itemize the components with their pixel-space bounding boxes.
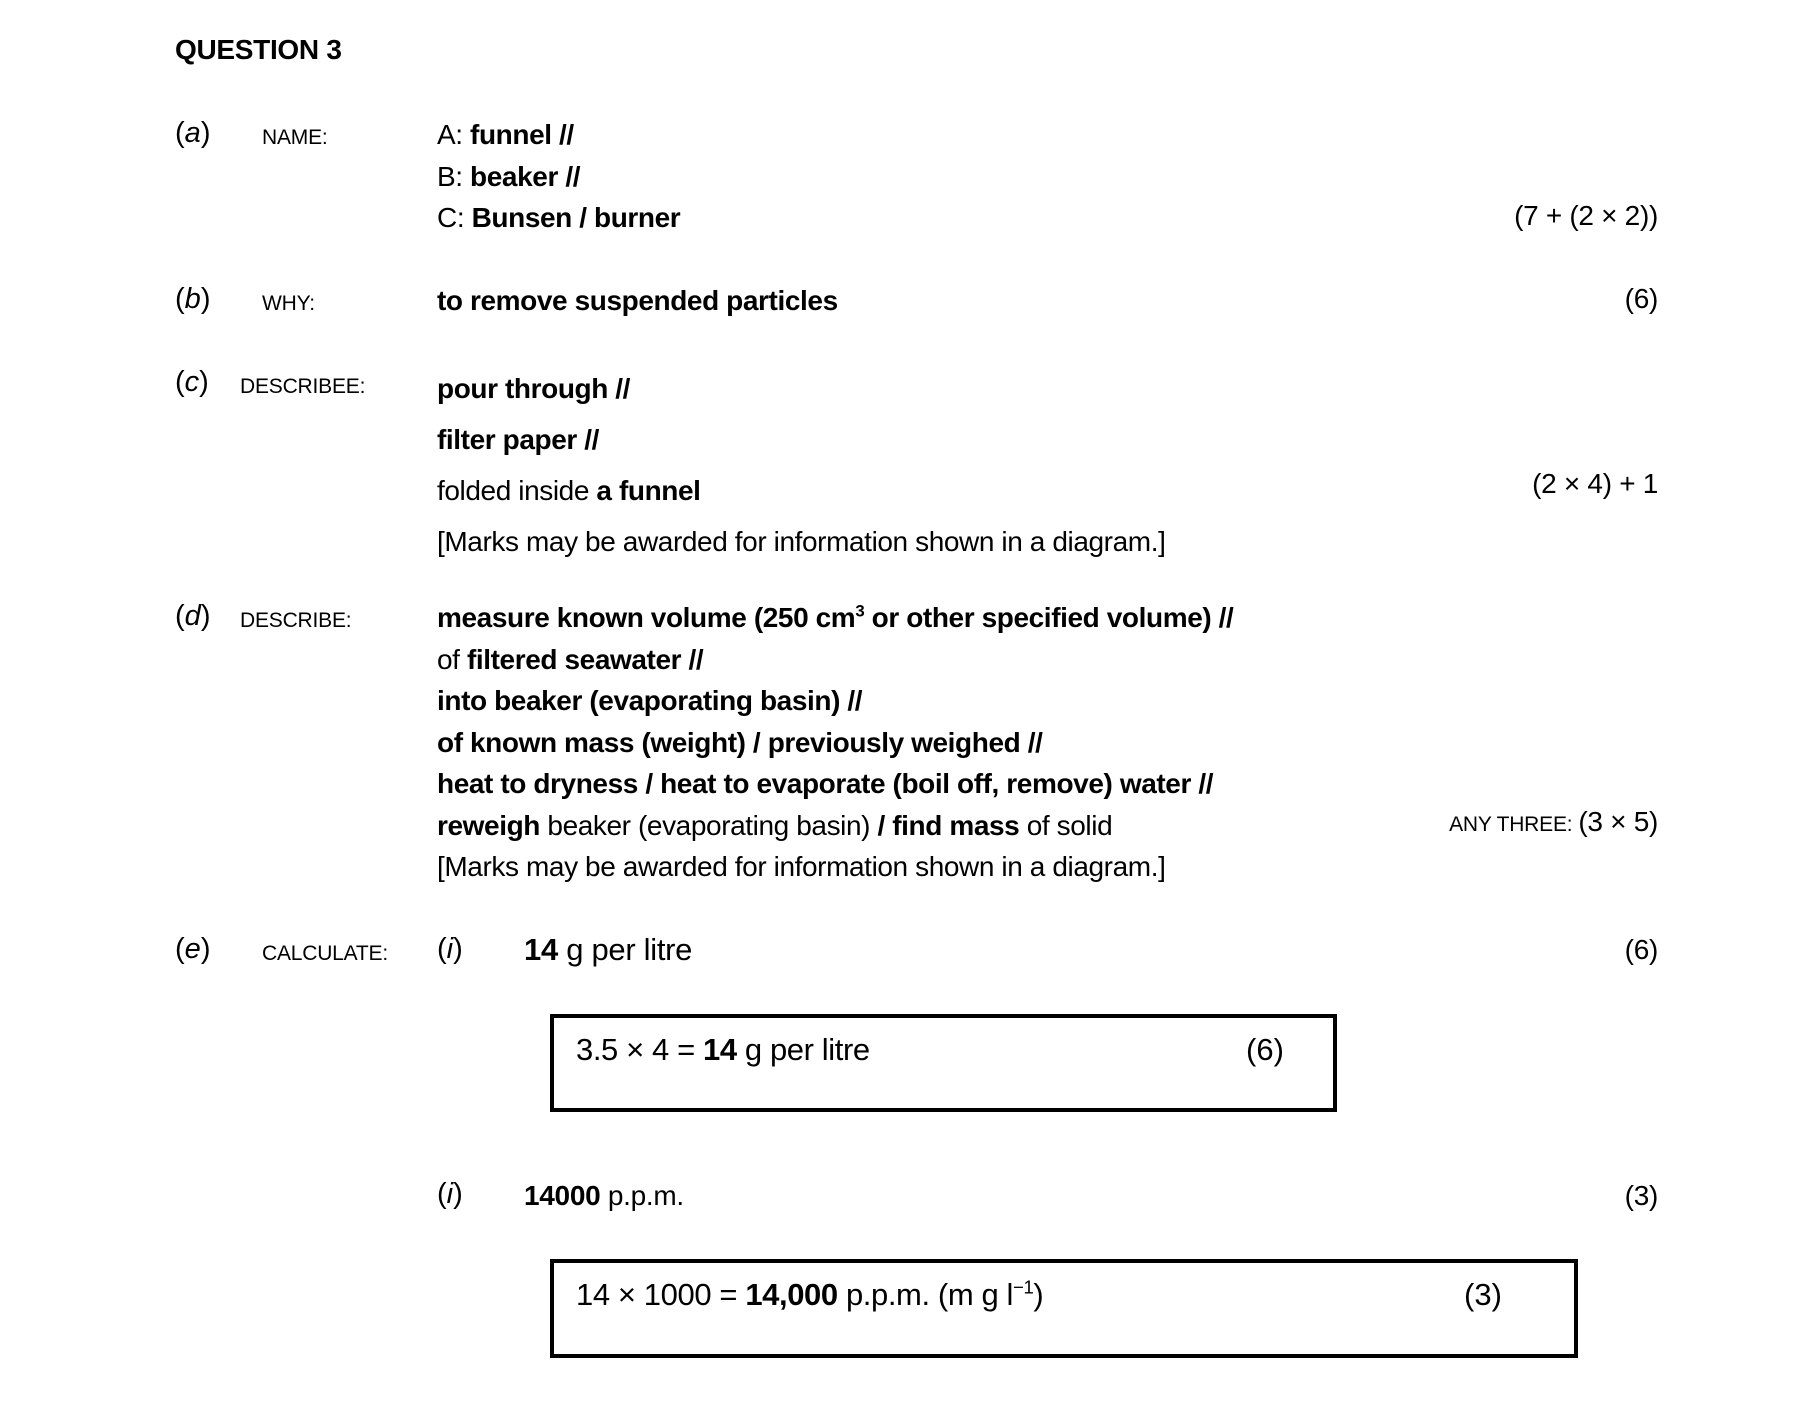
answer-normal: of solid [1019,809,1113,841]
expr-part: 3.5 × 4 = [576,1032,703,1067]
answer-line [437,465,1165,516]
answer-bold: funnel // [470,119,574,150]
part-d-keyword: DESCRIBE: [240,609,352,632]
part-b-label: (b) [175,283,211,315]
subpart-1-label: (i) [437,933,463,965]
part-letter: d [184,600,201,632]
answer-bold: pour through // [437,373,631,404]
expr-part: ) [1033,1277,1044,1312]
answer-bold: filtered seawater // [466,643,704,675]
answer-bold-part: or other specified volume) // [864,602,1234,633]
answer-prefix: A: [437,119,471,150]
answer-bold: / find mass [877,809,1020,841]
part-a-marks: (7 + (2 × 2)) [1514,200,1658,231]
answer-bold-part: measure known volume (250 cm [437,602,856,633]
working-expression [576,1277,1043,1313]
answer-line [437,680,1233,722]
answer-normal: [Marks may be awarded for information shown in a diagram.] [437,851,1166,882]
answer-bold: beaker // [470,160,581,192]
answer-line [437,156,680,198]
answer-line [437,722,1233,764]
superscript: −1 [1013,1276,1034,1298]
answer-line [437,363,1165,414]
part-letter: a [184,117,201,149]
answer-normal: g per litre [557,932,693,967]
part-a-keyword: NAME: [262,126,328,149]
answer-normal: folded inside [437,475,597,506]
part-letter: e [184,933,201,965]
part-e-label: (e) [175,933,211,965]
expr-part: g per litre [736,1032,870,1067]
part-a-answer [437,114,680,239]
answer-normal: of [437,643,467,675]
part-a-label: (a) [175,117,211,149]
answer-line [437,597,1233,639]
question-title: QUESTION 3 [175,34,342,65]
expr-bold: 14,000 [745,1277,838,1312]
marks-value: (3 × 5) [1578,806,1658,837]
part-d-marks [1449,806,1658,838]
answer-bold [437,602,1233,633]
subpart-2-answer [524,1180,684,1212]
roman-numeral: i [446,933,454,965]
answer-bold: 14000 [524,1180,601,1211]
answer-line [437,414,1165,465]
part-c-answer [437,363,1165,567]
part-letter: b [184,283,201,315]
answer-bold: to remove suspended particles [437,285,838,316]
expr-part: 14 × 1000 = [576,1277,746,1312]
answer-line [437,114,680,156]
working-box-1 [550,1014,1337,1112]
subpart-2-label: (i) [437,1178,463,1210]
answer-normal: [Marks may be awarded for information shown in a diagram.] [437,526,1166,557]
subpart-1-answer [524,932,692,968]
answer-line [437,805,1233,847]
answer-bold: into beaker (evaporating basin) // [437,685,863,716]
answer-normal: beaker (evaporating basin) [540,809,878,841]
answer-bold: of known mass (weight) / previously weighed // [437,726,1043,758]
part-c-label: (c) [175,366,209,398]
working-box-2 [550,1259,1578,1358]
part-letter: c [184,366,200,398]
marks-prefix: ANY THREE: [1449,813,1573,836]
working-expression [576,1032,870,1068]
answer-bold: heat to dryness / heat to evaporate (boil off, remove) water // [437,768,1214,799]
answer-bold: a funnel [596,475,701,506]
answer-note [437,846,1233,888]
part-d-answer [437,597,1233,888]
roman-numeral: i [446,1178,454,1210]
working-box-marks: (3) [1464,1277,1502,1312]
part-d-label: (d) [175,600,211,632]
answer-bold: Bunsen / burner [471,202,681,233]
answer-bold: filter paper // [437,424,600,455]
answer-prefix: C: [437,202,472,233]
answer-bold: 14 [524,932,558,967]
expr-part: p.p.m. (m g l [837,1277,1014,1312]
answer-line [437,639,1233,681]
part-b-marks: (6) [1624,283,1658,314]
answer-prefix: B: [437,160,471,192]
subpart-2-marks: (3) [1624,1180,1658,1211]
part-e-keyword: CALCULATE: [262,942,388,965]
answer-bold: reweigh [437,809,541,841]
working-box-marks: (6) [1246,1032,1284,1067]
part-c-marks: (2 × 4) + 1 [1532,468,1658,499]
part-c-keyword: DESCRIBEE: [240,375,366,398]
superscript: 3 [855,601,865,621]
part-b-answer [437,280,838,322]
part-b-keyword: WHY: [262,292,315,315]
answer-line [437,763,1233,805]
answer-note [437,516,1165,567]
expr-bold: 14 [703,1032,737,1067]
subpart-1-marks: (6) [1624,934,1658,965]
answer-line [437,197,680,239]
answer-normal: p.p.m. [600,1180,684,1211]
